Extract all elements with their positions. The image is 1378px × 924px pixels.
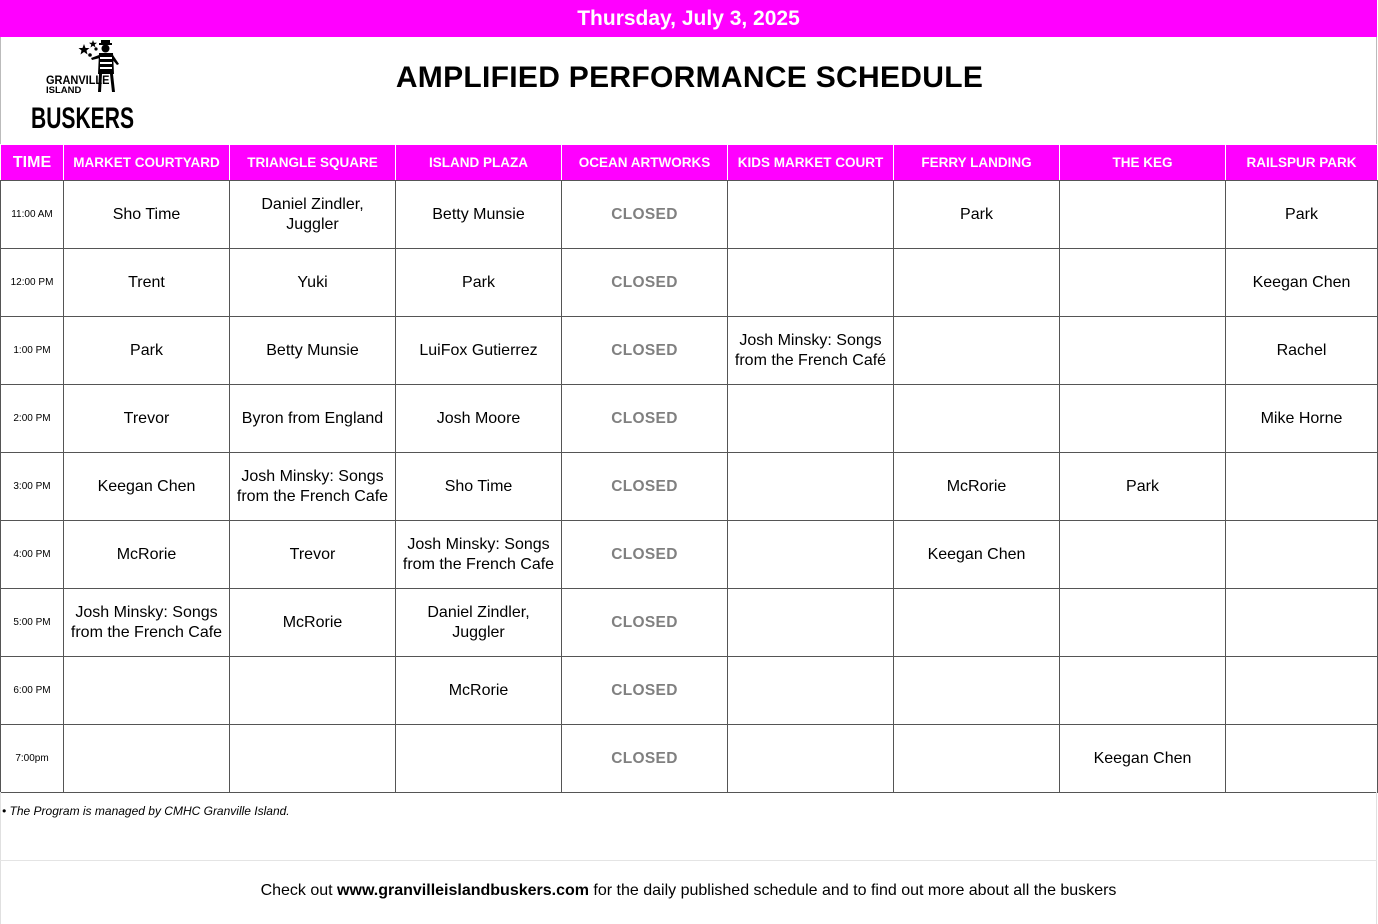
juggling-ball-icon	[94, 47, 97, 50]
schedule-cell	[64, 725, 230, 793]
table-row	[1, 385, 1378, 453]
time-cell: 7:00pm	[1, 725, 64, 793]
column-header-ocean-artworks: OCEAN ARTWORKS	[562, 145, 728, 181]
schedule-cell: Rachel	[1226, 317, 1378, 385]
schedule-cell: McRorie	[64, 521, 230, 589]
footer-divider	[0, 860, 1377, 861]
schedule-cell: Keegan Chen	[1060, 725, 1226, 793]
schedule-cell: Sho Time	[64, 181, 230, 249]
time-cell: 4:00 PM	[1, 521, 64, 589]
schedule-cell	[1226, 453, 1378, 521]
schedule-cell	[1060, 657, 1226, 725]
closed-cell: CLOSED	[562, 589, 728, 657]
table-row	[1, 725, 1378, 793]
schedule-cell: Daniel Zindler, Juggler	[396, 589, 562, 657]
schedule-cell	[1060, 181, 1226, 249]
schedule-cell: Sho Time	[396, 453, 562, 521]
schedule-cell: Josh Minsky: Songs from the French Cafe	[64, 589, 230, 657]
schedule-cell: Betty Munsie	[396, 181, 562, 249]
schedule-table	[0, 144, 1378, 793]
column-header-kids-market-court: KIDS MARKET COURT	[728, 145, 894, 181]
schedule-cell: Park	[894, 181, 1060, 249]
schedule-cell	[894, 657, 1060, 725]
schedule-cell: McRorie	[396, 657, 562, 725]
column-header-market-courtyard: MARKET COURTYARD	[64, 145, 230, 181]
schedule-cell: Josh Minsky: Songs from the French Cafe	[396, 521, 562, 589]
closed-cell: CLOSED	[562, 657, 728, 725]
schedule-cell	[728, 453, 894, 521]
left-border	[0, 792, 1, 924]
schedule-cell	[894, 725, 1060, 793]
time-cell: 3:00 PM	[1, 453, 64, 521]
program-note: • The Program is managed by CMHC Granville Island.	[2, 804, 290, 818]
schedule-cell: Yuki	[230, 249, 396, 317]
schedule-cell	[1060, 521, 1226, 589]
footer-suffix: for the daily published schedule and to find out more about all the buskers	[588, 882, 1117, 899]
column-header-the-keg: THE KEG	[1060, 145, 1226, 181]
schedule-cell: Josh Minsky: Songs from the French Café	[728, 317, 894, 385]
schedule-cell: Daniel Zindler, Juggler	[230, 181, 396, 249]
schedule-cell: Betty Munsie	[230, 317, 396, 385]
schedule-cell	[230, 725, 396, 793]
table-row	[1, 657, 1378, 725]
closed-cell: CLOSED	[562, 181, 728, 249]
schedule-cell: Trevor	[64, 385, 230, 453]
time-cell: 1:00 PM	[1, 317, 64, 385]
schedule-cell	[1060, 317, 1226, 385]
star-icon	[89, 40, 97, 48]
closed-cell: CLOSED	[562, 521, 728, 589]
schedule-cell	[1060, 589, 1226, 657]
page-title: AMPLIFIED PERFORMANCE SCHEDULE	[395, 61, 984, 94]
table-row	[1, 317, 1378, 385]
column-header-triangle-square: TRIANGLE SQUARE	[230, 145, 396, 181]
schedule-cell: Keegan Chen	[64, 453, 230, 521]
closed-cell: CLOSED	[562, 453, 728, 521]
schedule-cell	[894, 589, 1060, 657]
schedule-cell	[396, 725, 562, 793]
footer-prefix: Check out	[260, 882, 338, 899]
schedule-cell: LuiFox Gutierrez	[396, 317, 562, 385]
time-cell: 11:00 AM	[1, 181, 64, 249]
schedule-cell	[894, 249, 1060, 317]
schedule-cell	[728, 521, 894, 589]
right-border	[1376, 792, 1377, 924]
schedule-cell	[1060, 249, 1226, 317]
date-banner: Thursday, July 3, 2025	[0, 0, 1377, 37]
logo-line-2: ISLAND	[46, 85, 82, 96]
schedule-cell	[1226, 725, 1378, 793]
schedule-cell	[1226, 657, 1378, 725]
closed-cell: CLOSED	[562, 249, 728, 317]
schedule-cell: Park	[396, 249, 562, 317]
time-cell: 2:00 PM	[1, 385, 64, 453]
schedule-cell: Byron from England	[230, 385, 396, 453]
star-icon	[79, 44, 90, 55]
footer-text	[0, 882, 1377, 900]
logo-line-1: GRANVILLE	[46, 74, 110, 88]
schedule-cell	[1226, 521, 1378, 589]
logo-line-3: BUSKERS	[31, 102, 134, 135]
time-cell: 12:00 PM	[1, 249, 64, 317]
column-header-ferry-landing: FERRY LANDING	[894, 145, 1060, 181]
table-row	[1, 249, 1378, 317]
column-header-time: TIME	[1, 145, 64, 181]
schedule-cell	[728, 589, 894, 657]
table-row	[1, 181, 1378, 249]
closed-cell: CLOSED	[562, 317, 728, 385]
schedule-cell: Josh Minsky: Songs from the French Cafe	[230, 453, 396, 521]
closed-cell: CLOSED	[562, 725, 728, 793]
schedule-cell: Keegan Chen	[894, 521, 1060, 589]
schedule-cell: Trevor	[230, 521, 396, 589]
time-cell: 6:00 PM	[1, 657, 64, 725]
schedule-cell: McRorie	[230, 589, 396, 657]
schedule-cell	[728, 249, 894, 317]
footer-website-link[interactable]: www.granvilleislandbuskers.com	[337, 882, 589, 899]
schedule-cell	[230, 657, 396, 725]
schedule-cell	[728, 725, 894, 793]
schedule-cell: Mike Horne	[1226, 385, 1378, 453]
table-header-row	[1, 145, 1378, 181]
schedule-cell: Josh Moore	[396, 385, 562, 453]
schedule-cell	[728, 657, 894, 725]
table-row	[1, 453, 1378, 521]
header	[0, 37, 1377, 144]
schedule-cell	[894, 385, 1060, 453]
juggling-ball-icon	[88, 53, 92, 57]
column-header-island-plaza: ISLAND PLAZA	[396, 145, 562, 181]
schedule-cell: Park	[64, 317, 230, 385]
schedule-cell	[728, 181, 894, 249]
schedule-cell	[1226, 589, 1378, 657]
schedule-cell: Keegan Chen	[1226, 249, 1378, 317]
schedule-cell: Trent	[64, 249, 230, 317]
time-cell: 5:00 PM	[1, 589, 64, 657]
schedule-cell	[728, 385, 894, 453]
schedule-cell	[1060, 385, 1226, 453]
schedule-cell	[64, 657, 230, 725]
table-row	[1, 589, 1378, 657]
table-row	[1, 521, 1378, 589]
schedule-cell: Park	[1060, 453, 1226, 521]
schedule-cell: Park	[1226, 181, 1378, 249]
schedule-cell	[894, 317, 1060, 385]
closed-cell: CLOSED	[562, 385, 728, 453]
schedule-cell: McRorie	[894, 453, 1060, 521]
column-header-railspur-park: RAILSPUR PARK	[1226, 145, 1378, 181]
